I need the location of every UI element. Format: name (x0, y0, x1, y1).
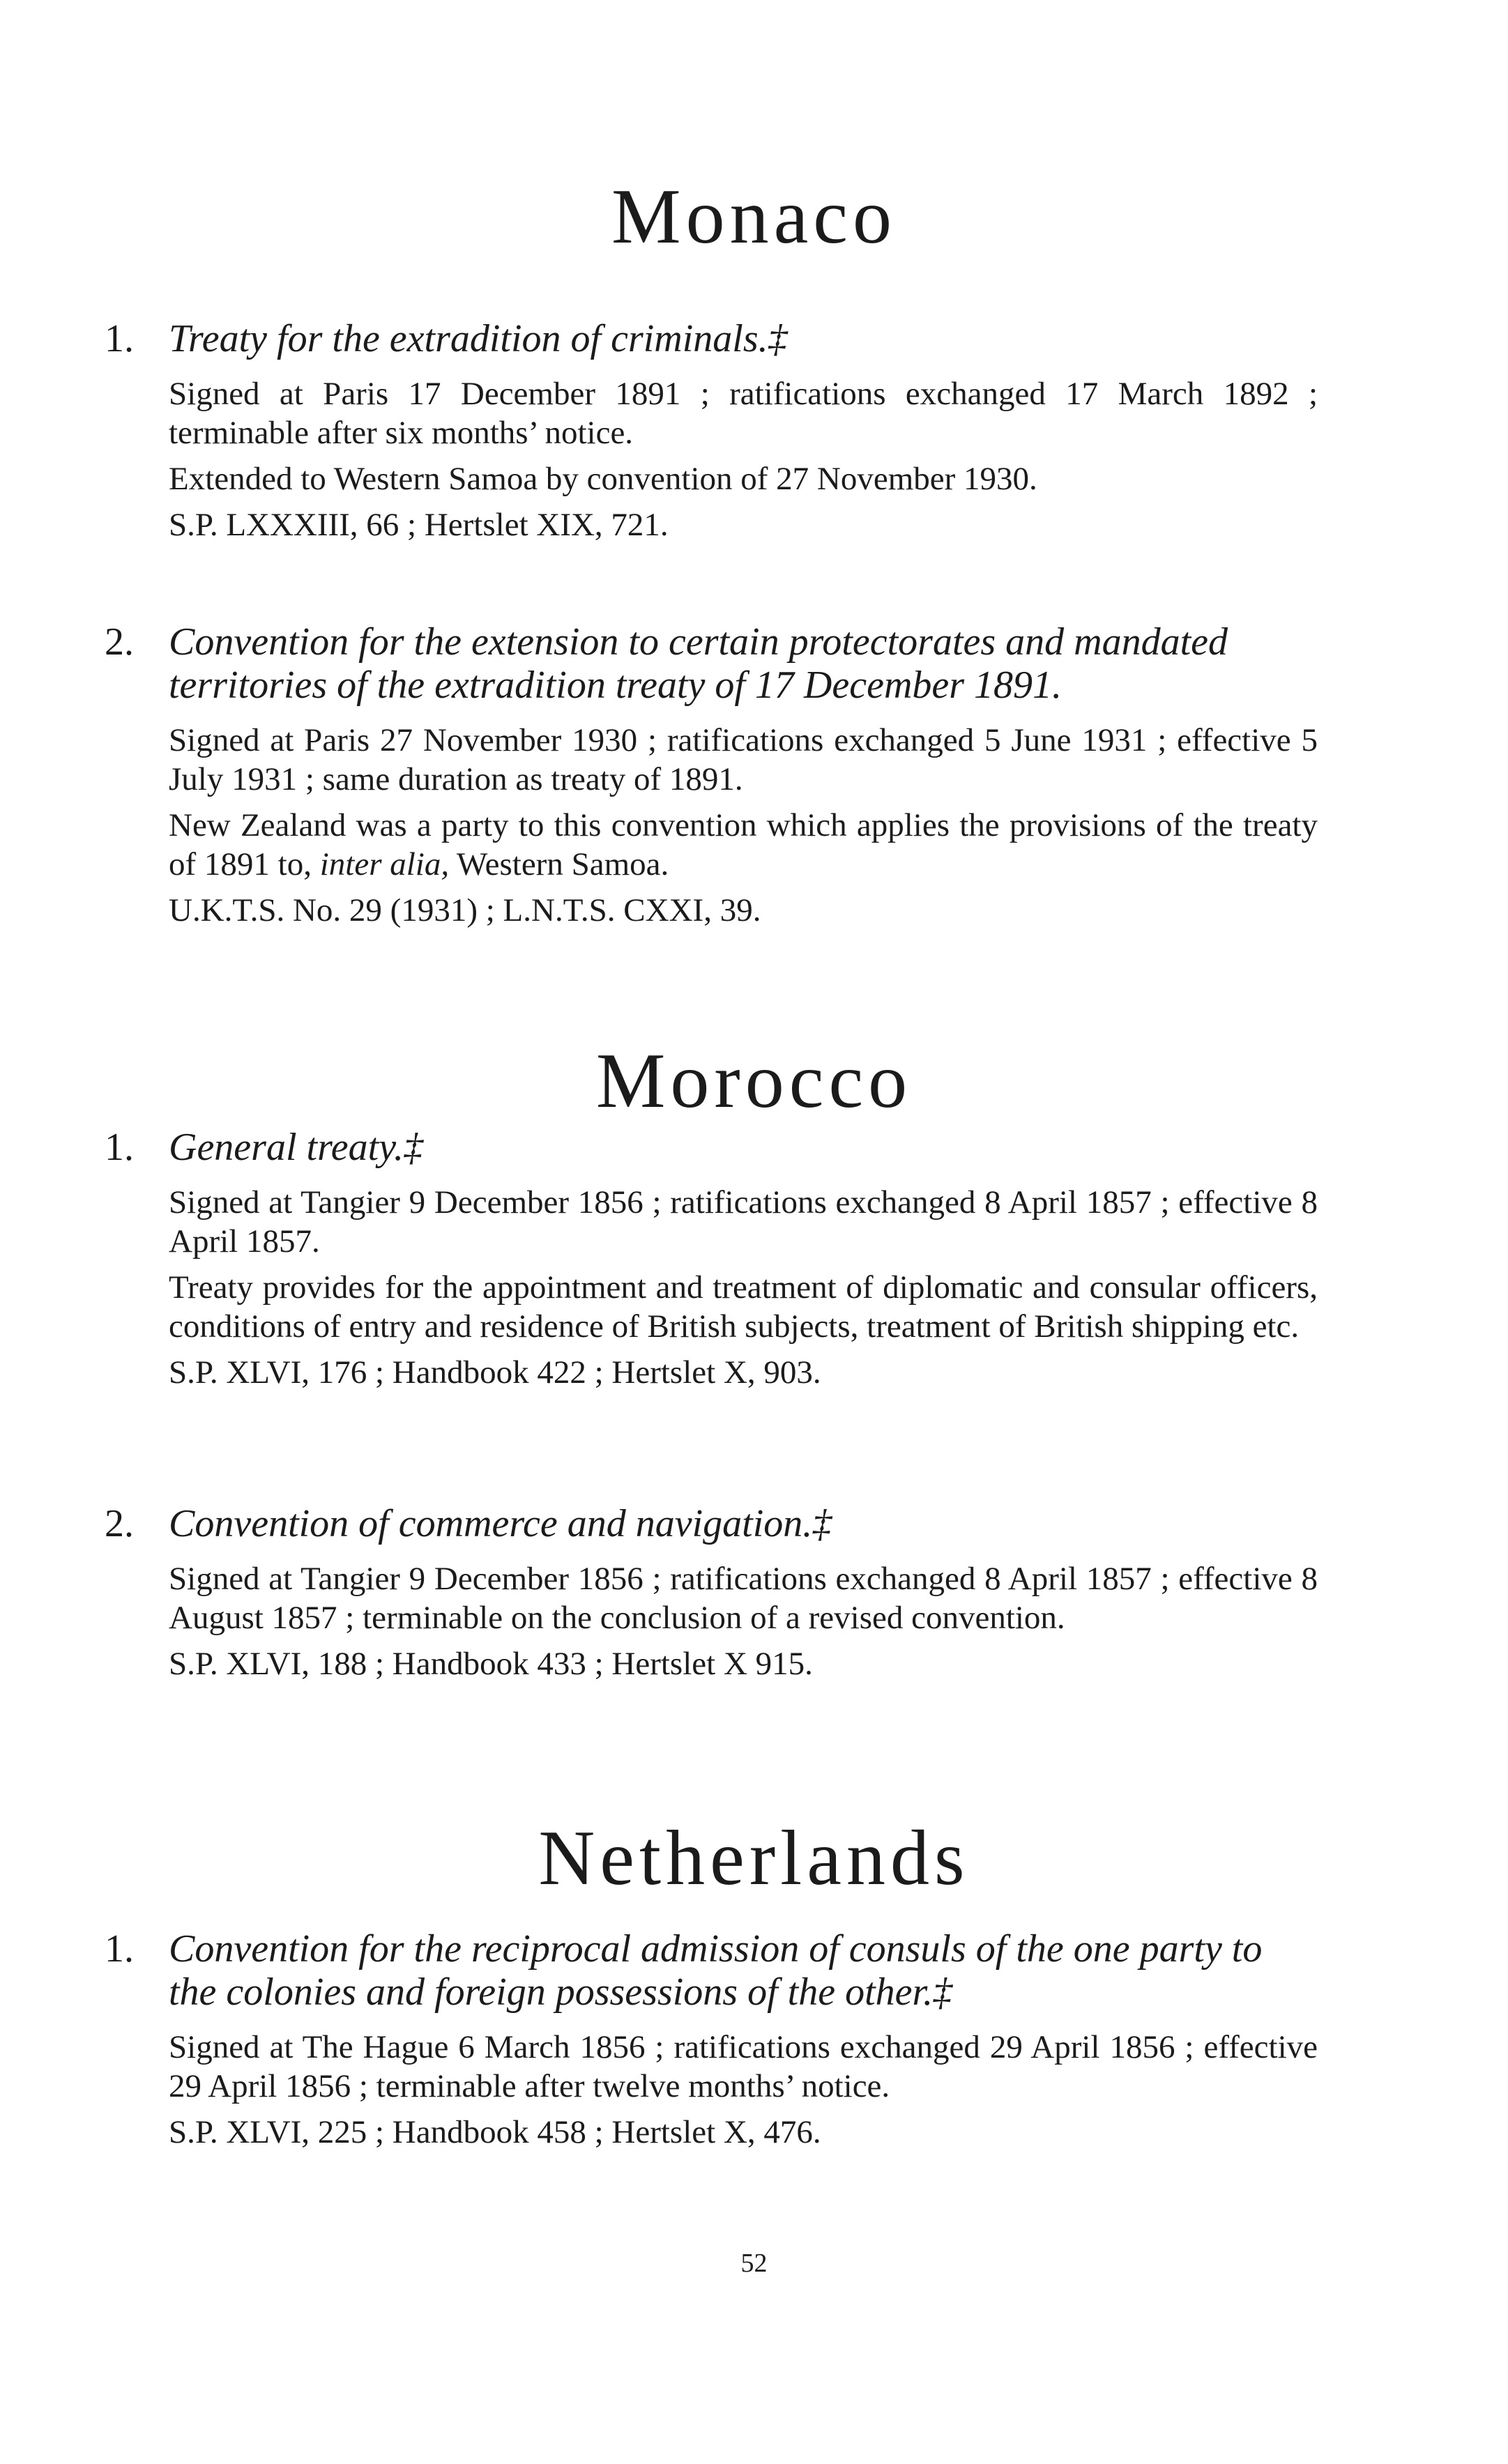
treaty-extension-note: Extended to Western Samoa by convention of 27 November 1930. (169, 461, 1037, 497)
country-heading-monaco: Monaco (611, 174, 897, 260)
treaty-description: Treaty provides for the appointment and treatment of diplomatic and consular officers, conditions of entry and residence of British subjects, treatment of British shipping etc. (169, 1269, 1318, 1345)
treaty-title: Treaty for the extradition of criminals.‡ (169, 317, 788, 360)
treaty-signing-details: Signed at Paris 27 November 1930 ; ratifications exchanged 5 June 1931 ; effective 5 July 1931 ; same duration as treaty of 1891. (169, 722, 1318, 797)
treaty-heading (105, 620, 1318, 707)
country-heading-morocco: Morocco (595, 1038, 913, 1124)
treaty-heading (105, 1502, 1318, 1545)
treaty-entry (105, 317, 1318, 551)
treaty-entry (105, 1502, 1318, 1690)
treaty-entry (105, 620, 1318, 937)
treaty-signing-details: Signed at Paris 17 December 1891 ; ratifications exchanged 17 March 1892 ; terminable after six months’ notice. (169, 376, 1318, 451)
treaty-signing-details: Signed at Tangier 9 December 1856 ; ratifications exchanged 8 April 1857 ; effective 8 April 1857. (169, 1184, 1318, 1260)
treaty-title: Convention of commerce and navigation.‡ (169, 1502, 832, 1545)
treaty-number: 2. (105, 620, 134, 664)
treaty-party-note (169, 806, 1318, 884)
treaty-references: S.P. XLVI, 176 ; Handbook 422 ; Hertslet X, 903. (169, 1354, 821, 1391)
treaty-number: 1. (105, 317, 134, 360)
treaty-heading (105, 1126, 1318, 1169)
page-number: 52 (740, 2249, 768, 2278)
country-heading-netherlands: Netherlands (538, 1815, 970, 1901)
treaty-heading (105, 1927, 1318, 2014)
treaty-title: Convention for the extension to certain protectorates and mandated territories of the extradition treaty of 17 December 1891. (169, 620, 1228, 707)
treaty-number: 1. (105, 1126, 134, 1169)
treaty-heading (105, 317, 1318, 360)
treaty-entry (105, 1126, 1318, 1399)
treaty-signing-details: Signed at Tangier 9 December 1856 ; ratifications exchanged 8 April 1857 ; effective 8 August 1857 ; terminable on the conclusion of a revised convention. (169, 1561, 1318, 1636)
treaty-title: General treaty.‡ (169, 1126, 423, 1169)
treaty-number: 2. (105, 1502, 134, 1545)
treaty-number: 1. (105, 1927, 134, 1971)
treaty-signing-details: Signed at The Hague 6 March 1856 ; ratifications exchanged 29 April 1856 ; effective 29 April 1856 ; terminable after twelve months’ notice. (169, 2029, 1318, 2104)
treaty-references: S.P. XLVI, 225 ; Handbook 458 ; Hertslet X, 476. (169, 2114, 821, 2150)
treaty-references: U.K.T.S. No. 29 (1931) ; L.N.T.S. CXXI, 39. (169, 892, 761, 928)
treaty-entry (105, 1927, 1318, 2159)
treaty-references: S.P. LXXXIII, 66 ; Hertslet XIX, 721. (169, 507, 669, 543)
note-text-end: Western Samoa. (449, 846, 669, 882)
treaty-references: S.P. XLVI, 188 ; Handbook 433 ; Hertslet X 915. (169, 1646, 813, 1682)
note-italic-text: inter alia, (319, 846, 450, 882)
note-text: New Zealand was a party to this convention which applies the provisions of the treaty of 1891 to, (169, 807, 1318, 882)
treaty-title: Convention for the reciprocal admission of consuls of the one party to the colonies and foreign possessions of the other.‡ (169, 1927, 1263, 2014)
